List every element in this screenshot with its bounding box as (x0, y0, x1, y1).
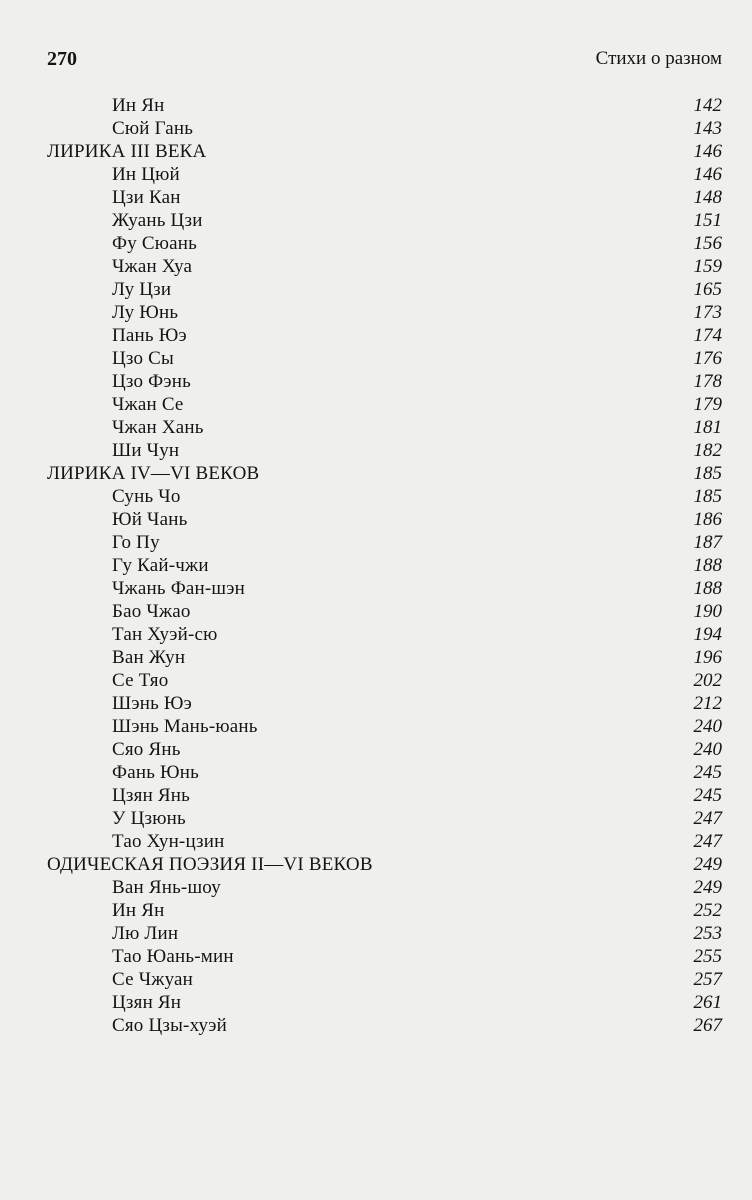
toc-entry (47, 1014, 722, 1037)
toc-entry (47, 968, 722, 991)
entry-title: Жуань Цзи (112, 210, 203, 231)
page-reference: 188 (693, 578, 722, 599)
section-title: ЛИРИКА IV—VI ВЕКОВ (47, 463, 260, 484)
toc-entry (47, 255, 722, 278)
page-reference: 165 (693, 279, 722, 300)
entry-title: Сюй Гань (112, 118, 194, 139)
toc-entry (47, 646, 722, 669)
toc-entry (47, 508, 722, 531)
page-reference: 252 (693, 900, 722, 921)
page-reference: 181 (693, 417, 722, 438)
page-reference: 146 (693, 164, 722, 185)
page-reference: 173 (693, 302, 722, 323)
page-reference: 212 (693, 693, 722, 714)
entry-title: Фань Юнь (112, 762, 199, 783)
page-reference: 202 (693, 670, 722, 691)
page-reference: 196 (693, 647, 722, 668)
toc-entry (47, 876, 722, 899)
entry-title: Цзян Ян (112, 992, 182, 1013)
entry-title: Се Чжуан (112, 969, 194, 990)
toc-entry (47, 416, 722, 439)
page-reference: 255 (693, 946, 722, 967)
toc-entry (47, 577, 722, 600)
section-title: ОДИЧЕСКАЯ ПОЭЗИЯ II—VI ВЕКОВ (47, 854, 373, 875)
page-reference: 178 (693, 371, 722, 392)
page-reference: 245 (693, 762, 722, 783)
section-title: ЛИРИКА III ВЕКА (47, 141, 207, 162)
entry-title: Шэнь Юэ (112, 693, 192, 714)
page-reference: 249 (693, 877, 722, 898)
toc-entry (47, 623, 722, 646)
page-reference: 186 (693, 509, 722, 530)
toc-entry (47, 991, 722, 1014)
entry-title: У Цзюнь (112, 808, 186, 829)
toc-entry (47, 439, 722, 462)
page-reference: 249 (693, 854, 722, 875)
entry-title: Ван Янь-шоу (112, 877, 221, 898)
page-reference: 176 (693, 348, 722, 369)
entry-title: Ин Цюй (112, 164, 180, 185)
toc-entry (47, 163, 722, 186)
entry-title: Чжан Хуа (112, 256, 193, 277)
page-reference: 190 (693, 601, 722, 622)
toc-entry (47, 945, 722, 968)
entry-title: Цзян Янь (112, 785, 190, 806)
entry-title: Юй Чань (112, 509, 188, 530)
toc-entry (47, 186, 722, 209)
entry-title: Цзо Фэнь (112, 371, 191, 392)
page-reference: 247 (693, 808, 722, 829)
page-reference: 159 (693, 256, 722, 277)
page-reference: 240 (693, 739, 722, 760)
toc-entry (47, 531, 722, 554)
entry-title: Чжань Фан-шэн (112, 578, 245, 599)
entry-title: Цзи Кан (112, 187, 181, 208)
toc-entry (47, 807, 722, 830)
page-reference: 267 (693, 1015, 722, 1036)
toc-entry (47, 761, 722, 784)
page-reference: 194 (693, 624, 722, 645)
entry-title: Шэнь Мань-юань (112, 716, 258, 737)
toc-entry (47, 347, 722, 370)
page-reference: 257 (693, 969, 722, 990)
page-reference: 143 (693, 118, 722, 139)
page-reference: 247 (693, 831, 722, 852)
toc-entry (47, 669, 722, 692)
page-number: 270 (47, 48, 77, 70)
toc-entry (47, 209, 722, 232)
toc-entry (47, 485, 722, 508)
toc-entry (47, 301, 722, 324)
entry-title: Ин Ян (112, 900, 165, 921)
page-reference: 182 (693, 440, 722, 461)
toc-entry (47, 784, 722, 807)
entry-title: Лу Юнь (112, 302, 179, 323)
toc-entry (47, 94, 722, 117)
toc-entry (47, 899, 722, 922)
toc-entry (47, 922, 722, 945)
toc-entry (47, 232, 722, 255)
page-reference: 148 (693, 187, 722, 208)
entry-title: Тан Хуэй-сю (112, 624, 218, 645)
page-reference: 240 (693, 716, 722, 737)
entry-title: Фу Сюань (112, 233, 197, 254)
toc-section-heading (47, 140, 722, 163)
page-reference: 142 (693, 95, 722, 116)
toc-section-heading (47, 462, 722, 485)
page-reference: 151 (693, 210, 722, 231)
toc-entry (47, 370, 722, 393)
toc-entry (47, 738, 722, 761)
entry-title: Лу Цзи (112, 279, 172, 300)
entry-title: Ши Чун (112, 440, 180, 461)
entry-title: Чжан Се (112, 394, 184, 415)
entry-title: Тао Юань-мин (112, 946, 234, 967)
page-reference: 253 (693, 923, 722, 944)
running-title: Стихи о разном (595, 48, 722, 69)
page-reference: 245 (693, 785, 722, 806)
entry-title: Цзо Сы (112, 348, 175, 369)
toc-entry (47, 278, 722, 301)
page-header (47, 48, 722, 76)
toc-section-heading (47, 853, 722, 876)
toc-entry (47, 600, 722, 623)
toc-entry (47, 324, 722, 347)
page-reference: 185 (693, 486, 722, 507)
toc-entry (47, 715, 722, 738)
entry-title: Бао Чжао (112, 601, 191, 622)
table-of-contents (47, 94, 722, 1037)
entry-title: Сунь Чо (112, 486, 181, 507)
entry-title: Лю Лин (112, 923, 179, 944)
page-reference: 156 (693, 233, 722, 254)
entry-title: Чжан Хань (112, 417, 204, 438)
page-reference: 188 (693, 555, 722, 576)
entry-title: Сяо Цзы-хуэй (112, 1015, 227, 1036)
entry-title: Го Пу (112, 532, 160, 553)
entry-title: Сяо Янь (112, 739, 181, 760)
page-reference: 174 (693, 325, 722, 346)
entry-title: Ин Ян (112, 95, 165, 116)
entry-title: Гу Кай-чжи (112, 555, 209, 576)
toc-entry (47, 393, 722, 416)
toc-entry (47, 692, 722, 715)
toc-entry (47, 554, 722, 577)
page-reference: 261 (693, 992, 722, 1013)
page-reference: 185 (693, 463, 722, 484)
entry-title: Се Тяо (112, 670, 169, 691)
toc-entry (47, 830, 722, 853)
toc-entry (47, 117, 722, 140)
page-reference: 187 (693, 532, 722, 553)
page-reference: 179 (693, 394, 722, 415)
entry-title: Ван Жун (112, 647, 186, 668)
entry-title: Пань Юэ (112, 325, 187, 346)
page-reference: 146 (693, 141, 722, 162)
entry-title: Тао Хун-цзин (112, 831, 225, 852)
